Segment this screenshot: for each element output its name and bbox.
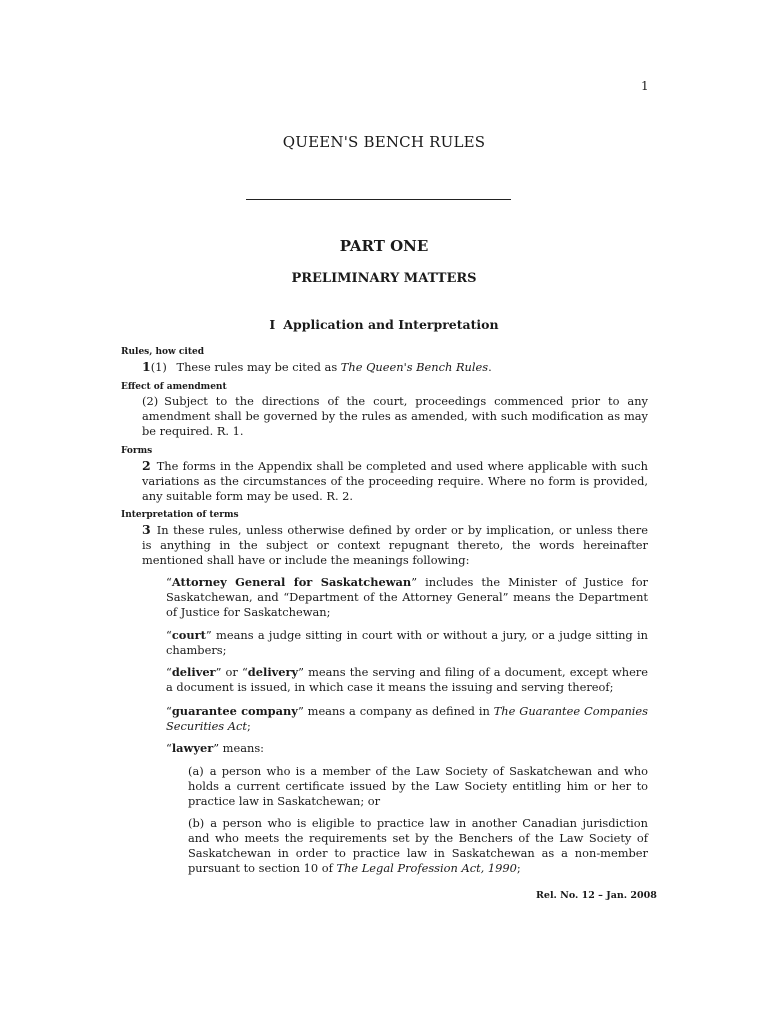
definition-deliver: “deliver” or “delivery” means the serving and filing of a document, except where a document is issued, in which case it means the issuing and serving thereof;	[166, 665, 648, 694]
clause-text: a person who is eligible to practice law in another Canadian jurisdiction and who meets the requirements set by the Benchers of the Law Society of Saskatchewan in order to practice law in Saskatchewan as a non-member pursuant to section 10 of	[188, 816, 648, 875]
rule-1-italic: The Queen's Bench Rules	[340, 360, 489, 374]
definition-italic: The Guarantee Companies Securities Act	[166, 704, 649, 733]
rule-2-text: The forms in the Appendix shall be completed and used where applicable with such variations as the circumstances of the proceeding require. Where no form is provided, any suitable form may be used. R. 2.	[142, 459, 648, 503]
part-subtitle: PRELIMINARY MATTERS	[291, 271, 477, 286]
section-heading	[0, 317, 768, 332]
definition-text: means a company as defined in	[303, 704, 494, 718]
rule-3-number: 3	[142, 522, 151, 537]
clause-label: (a)	[188, 764, 204, 778]
amendment-paragraph	[142, 394, 648, 439]
definition-text: means:	[219, 741, 265, 755]
lawyer-clause-a	[188, 764, 648, 809]
definition-attorney-general: “Attorney General for Saskatchewan” includes the Minister of Justice for Saskatchewan, and “Department of the Attorney General” means the Department of Justice for Saskatchewan;	[166, 575, 648, 619]
rule-1-sub: (1)	[150, 360, 167, 374]
amendment-sub: (2)	[142, 394, 159, 408]
sidenote-forms: Forms	[121, 446, 153, 456]
rule-1-paragraph	[142, 359, 648, 375]
clause-end: ;	[516, 861, 521, 875]
release-footer: Rel. No. 12 – Jan. 2008	[536, 890, 657, 901]
section-title: Application and Interpretation	[283, 317, 499, 332]
definition-term: court	[171, 628, 206, 642]
definition-term: Attorney General for Saskatchewan	[171, 575, 412, 589]
definition-end: ;	[246, 719, 251, 733]
definition-text: means the serving and filing of a document, except where a document is issued, in which case it means the issuing and serving thereof;	[166, 665, 648, 694]
sidenote-rules-how-cited: Rules, how cited	[121, 347, 205, 357]
clause-italic: The Legal Profession Act, 1990	[336, 861, 517, 875]
rule-2-number: 2	[142, 458, 151, 473]
rule-3-paragraph	[142, 522, 648, 568]
page-number: 1	[641, 79, 649, 93]
definition-guarantee-company: “guarantee company” means a company as defined in The Guarantee Companies Securities Act;	[166, 704, 649, 733]
clause-text: a person who is a member of the Law Society of Saskatchewan and who holds a current certificate issued by the Law Society entitling him or her to practice law in Saskatchewan; or	[188, 764, 648, 808]
rule-1-text: These rules may be cited as	[176, 360, 341, 374]
part-title: PART ONE	[339, 237, 429, 255]
clause-label: (b)	[188, 816, 205, 830]
definition-text: includes the Minister of Justice for Saskatchewan, and “Department of the Attorney General” means the Department of Justice for Saskatchewan;	[166, 575, 648, 619]
rule-1-end: .	[488, 360, 492, 374]
amendment-text: Subject to the directions of the court, proceedings commenced prior to any amendment shall be governed by the rules as amended, with such modification as may be required. R. 1.	[142, 394, 648, 438]
rule-2-paragraph	[142, 458, 648, 504]
definition-lawyer: “lawyer” means:	[166, 741, 265, 755]
section-number: I	[269, 317, 276, 332]
document-title: QUEEN'S BENCH RULES	[282, 133, 486, 151]
sidenote-effect-of-amendment: Effect of amendment	[121, 382, 227, 392]
title-divider	[246, 199, 511, 200]
definition-term-alt: delivery	[247, 665, 299, 679]
definition-text: means a judge sitting in court with or without a jury, or a judge sitting in chambers;	[166, 628, 648, 657]
definition-court: “court” means a judge sitting in court with or without a jury, or a judge sitting in chambers;	[166, 628, 648, 657]
sidenote-interpretation-of-terms: Interpretation of terms	[121, 510, 239, 520]
rule-1-number: 1	[142, 359, 151, 374]
definition-term: lawyer	[171, 741, 214, 755]
definition-term: guarantee company	[171, 704, 298, 718]
lawyer-clause-b	[188, 816, 648, 876]
definition-term: deliver	[171, 665, 216, 679]
definition-connector: or	[221, 665, 242, 679]
rule-3-text: In these rules, unless otherwise defined by order or by implication, or unless there is anything in the subject or context repugnant thereto, the words hereinafter mentioned shall have or include the meanings following:	[142, 523, 648, 567]
